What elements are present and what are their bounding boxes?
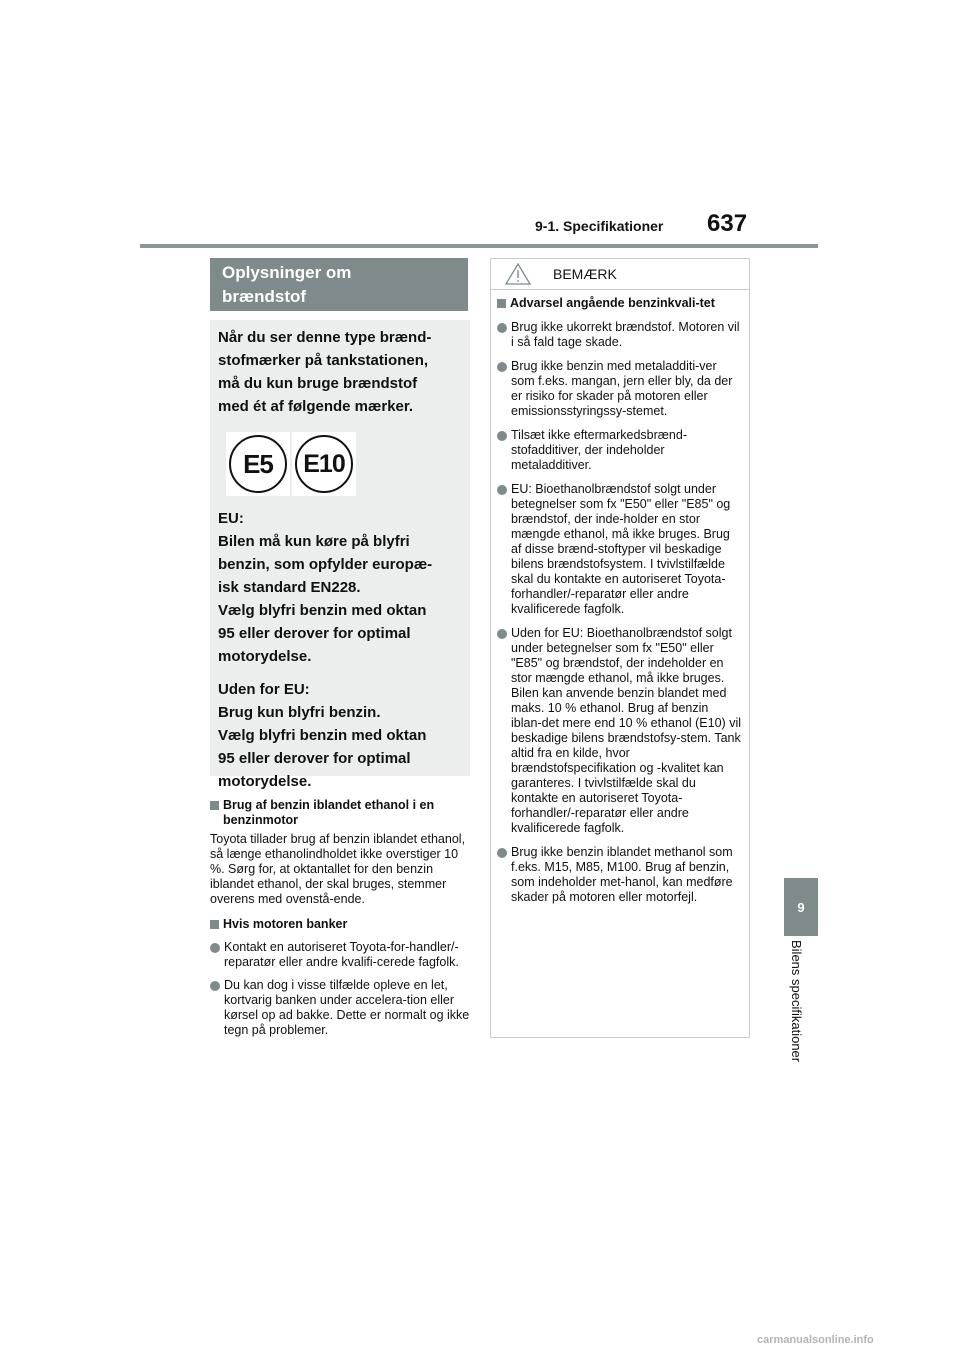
notice-box [490,258,750,1038]
fuel-labels [226,432,460,497]
left-body [210,798,472,1038]
intro-line: med ét af følgende mærker. [218,398,414,415]
chapter-tab-number: 9 [784,878,818,936]
notice-heading [497,296,741,311]
header-rule [140,244,818,248]
knock-heading [210,917,472,932]
circle-bullet-icon [497,848,507,858]
circle-bullet-icon [497,485,507,495]
eu-line: motorydelse. [218,648,312,665]
notice-bullet-text: EU: Bioethanolbrændstof solgt under betegnelser som fx "E50" eller "E85" og brændstof, der inde-holder en stor mængde ethanol, må ikke bruges. Brug af disse brænd-stoftyper vil beskadige bilens brændstofsystem. I tvivlstilfælde skal du kontakte en autoriseret Toyota-forhandler/-reparatør eller andre kvalificerede fagfolk. [511,482,731,616]
notice-bullet-text: Brug ikke ukorrekt brændstof. Motoren vil i så fald tage skade. [511,320,740,349]
knock-bullet-text: Kontakt en autoriseret Toyota-for-handler/-reparatør eller andre kvalifi-cerede fagfolk. [224,940,459,969]
eu-line: Vælg blyfri benzin med oktan [218,602,427,619]
intro-line: Når du ser denne type brænd- [218,329,432,346]
info-heading-line: brændstof [222,287,307,306]
section-title: 9-1. Specifikationer [535,218,664,234]
ethanol-heading-text: Brug af benzin iblandet ethanol i en benzinmotor [223,798,435,827]
chapter-tab-title [789,940,818,1090]
circle-bullet-icon [497,362,507,372]
knock-bullet-text: Du kan dog i visse tilfælde opleve en let, kortvarig banken under accelera-tion eller kørsel op ad bakke. Dette er normalt og ikke tegn på problemer. [224,978,470,1037]
notice-bullet [497,359,741,419]
intro-line: stofmærker på tankstationen, [218,352,429,369]
circle-bullet-icon [497,431,507,441]
non-eu-line: Brug kun blyfri benzin. [218,704,381,721]
circle-bullet-icon [497,629,507,639]
watermark: carmanualsonline.info [757,1334,874,1346]
fuel-label-e10 [292,432,356,496]
eu-line: EU: [218,510,244,527]
eu-line: 95 eller derover for optimal [218,625,411,642]
eu-line: isk standard EN228. [218,579,361,596]
circle-bullet-icon [210,943,220,953]
square-bullet-icon [210,801,219,810]
intro-line: må du kun bruge brændstof [218,375,418,392]
fuel-label-e10-text: E10 [295,435,353,493]
notice-bullet-text: Brug ikke benzin med metaladditi-ver som f.eks. mangan, jern eller bly, da der er risiko for skader på motoren eller emissionsstyringssy-stemet. [511,359,733,418]
notice-title: BEMÆRK [553,266,617,282]
page-number: 637 [707,210,748,237]
circle-bullet-icon [497,323,507,333]
ethanol-heading [210,798,472,828]
circle-bullet-icon [210,981,220,991]
notice-bullet-text: Brug ikke benzin iblandet methanol som f.eks. M15, M85, M100. Brug af benzin, som indeholder met-hanol, kan medføre skader på motoren eller motorfejl. [511,845,733,904]
notice-bullet [497,320,741,350]
notice-bullet [497,428,741,473]
warning-triangle-icon [505,263,531,285]
eu-line: benzin, som opfylder europæ- [218,556,433,573]
knock-heading-text: Hvis motoren banker [223,917,348,931]
non-eu-line: Uden for EU: [218,681,310,698]
notice-body [491,290,749,905]
fuel-info-box [210,320,470,790]
chapter-tab-title-text: Bilens specifikationer [789,940,804,1063]
square-bullet-icon [497,299,506,308]
info-heading-line: Oplysninger om [222,263,352,282]
notice-bullet [497,482,741,617]
knock-bullet [210,940,472,970]
non-eu-line: Vælg blyfri benzin med oktan [218,727,427,744]
notice-heading-text: Advarsel angående benzinkvali-tet [510,296,715,310]
square-bullet-icon [210,920,219,929]
notice-bullet-text: Tilsæt ikke eftermarkedsbrænd-stofadditiver, der indeholder metaladditiver. [511,428,687,472]
fuel-label-e5-text: E5 [229,435,287,493]
non-eu-line: 95 eller derover for optimal [218,750,411,767]
info-heading [210,258,468,311]
fuel-label-e5 [226,432,290,496]
ethanol-paragraph: Toyota tillader brug af benzin iblandet ethanol, så længe ethanolindholdet ikke overstiger 10 %. Sørg for, at oktantallet for den benzin iblandet ethanol, der skal bruges, stemmer overens med ovenstå-ende. [210,832,466,906]
notice-bullet [497,626,741,836]
notice-bullet-text: Uden for EU: Bioethanolbrændstof solgt under betegnelser som fx "E50" eller "E85" og brændstof, der indeholder en stor mængde ethanol, må ikke bruges. Bilen kan anvende benzin blandet med maks. 10 % ethanol. Brug af benzin iblan-det mere end 10 % ethanol (E10) vil beskadige bilens brændstofsy-stem. Tank altid fra en kilde, hvor brændstofspecifikation og -kvalitet kan garanteres. I tvivlstilfælde skal du kontakte en autoriseret Toyota-forhandler/-reparatør eller andre kvalificerede fagfolk. [511,626,741,835]
notice-bullet [497,845,741,905]
eu-line: Bilen må kun køre på blyfri [218,533,410,550]
notice-header [491,259,749,290]
non-eu-line: motorydelse. [218,773,312,790]
knock-bullet [210,978,472,1038]
